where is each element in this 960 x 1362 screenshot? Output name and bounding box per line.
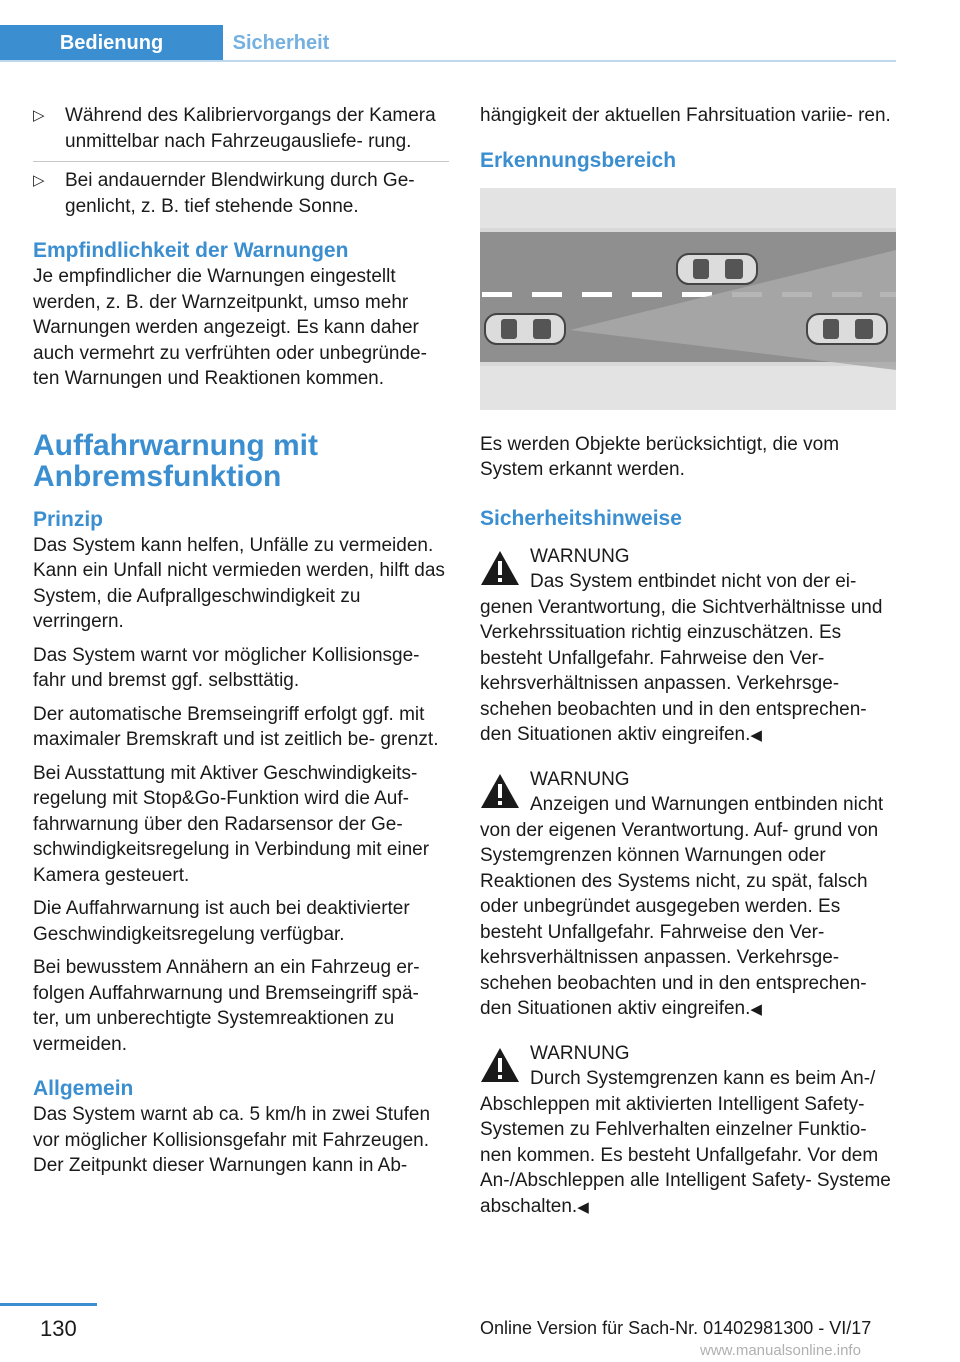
end-mark-icon: ◀: [577, 1198, 589, 1216]
bullet-text: Während des Kalibriervorgangs der Kamera unmittelbar nach Fahrzeugausliefe- rung.: [65, 105, 436, 152]
watermark: www.manualsonline.info: [700, 1342, 861, 1359]
bullet-text: Bei andauernder Blendwirkung durch Ge- genlicht, z. B. tief stehende Sonne.: [65, 170, 415, 217]
warning-triangle-icon: [480, 773, 520, 809]
warning-body: [480, 1066, 896, 1220]
sensitivity-text: Je empfindlicher die Warnungen eingestellt werden, z. B. der Warnzeitpunkt, umso mehr Warnungen werden angezeigt. Es kann daher auch vermehrt zu verfrühten oder unbegründe- ten Warnungen und Reaktionen kommen.: [33, 266, 427, 389]
end-mark-icon: ◀: [750, 727, 762, 744]
warning-title: WARNUNG: [530, 545, 630, 567]
principle-paragraph: Die Auffahrwarnung ist auch bei deaktivierter Geschwindigkeitsregelung verfügbar.: [33, 898, 410, 945]
page-number-rule: [0, 1303, 97, 1306]
header-rule: [0, 60, 896, 62]
car-front-middle: [677, 254, 757, 284]
detection-heading: Erkennungsbereich: [480, 148, 677, 172]
warning-body: [480, 792, 896, 1023]
car-right: [807, 314, 887, 344]
principle-paragraph: Der automatische Bremseingriff erfolgt ggf. mit maximaler Bremskraft und ist zeitlich be- grenzt.: [33, 703, 439, 750]
tab-bedienung[interactable]: Bedienung: [0, 25, 223, 61]
triangle-bullet-icon: ▷: [33, 172, 45, 189]
warning-text: Das System entbindet nicht von der ei- genen Verantwortung, die Sichtverhältnisse und Verkehrssituation richtig einzuschätzen. Es besteht Unfallgefahr. Fahrweise den Ver- kehrsverhältnissen anpassen. Verkehrsge- schehen beobachten und in den entsprechen- den Situationen aktiv eingreifen.: [480, 571, 883, 745]
main-heading-line2: Anbremsfunktion: [33, 459, 282, 493]
right-column: [480, 103, 896, 1238]
tab-sicherheit[interactable]: Sicherheit: [232, 32, 330, 54]
safety-heading: Sicherheitshinweise: [480, 506, 682, 530]
general-text: Das System warnt ab ca. 5 km/h in zwei Stufen vor möglicher Kollisionsgefahr mit Fahrzeugen. Der Zeitpunkt dieser Warnungen kann in Ab-: [33, 1104, 431, 1176]
bullet-item: [33, 168, 449, 219]
principle-paragraph: Das System kann helfen, Unfälle zu vermeiden. Kann ein Unfall nicht vermieden werden, hilft das System, die Aufprallgeschwindigkeit zu verringern.: [33, 534, 445, 632]
sensitivity-heading: Empfindlichkeit der Warnungen: [33, 239, 349, 262]
warning-text: Anzeigen und Warnungen entbinden nicht von der eigenen Verantwortung. Auf- grund von Systemgrenzen können Warnungen oder Reaktionen des Systems nicht, zu spät, falsch oder unbegründet ausgegeben werden. Es besteht Unfallgefahr. Fahrweise den Ver- kehrsverhältnissen anpassen. Verkehrsge- schehen beobachten und in den entsprechen- den Situationen aktiv eingreifen.: [480, 794, 884, 1019]
chapter-tabs: [0, 25, 896, 61]
left-column: [33, 103, 449, 1187]
main-heading-line1: Auffahrwarnung mit: [33, 428, 318, 462]
warning-block: [480, 544, 896, 749]
general-heading: Allgemein: [33, 1077, 134, 1100]
warning-block: [480, 767, 896, 1023]
warning-title: WARNUNG: [530, 1042, 630, 1064]
warning-triangle-icon: [480, 1047, 520, 1083]
warning-body: [480, 569, 896, 749]
principle-paragraph: Bei Ausstattung mit Aktiver Geschwindigkeits- regelung mit Stop&Go-Funktion wird die Auf- fahrwarnung über den Radarsensor der Ge- schwindigkeitsregelung in Verbindung mit einer Kamera gesteuert.: [33, 762, 430, 886]
triangle-bullet-icon: ▷: [33, 107, 45, 124]
end-mark-icon: ◀: [750, 1001, 762, 1018]
continuation-text: hängigkeit der aktuellen Fahrsituation variie- ren.: [480, 105, 891, 126]
warning-text: Durch Systemgrenzen kann es beim An-/ Abschleppen mit aktivierten Intelligent Safety- Systemen zu Fehlverhalten einzelner Funktio- nen kommen. Es besteht Unfallgefahr. Vor dem An-/Abschleppen alle Intelligent Safety- Systeme abschalten.: [480, 1068, 891, 1217]
detection-range-illustration: [480, 188, 896, 410]
principle-paragraph: Bei bewusstem Annähern an ein Fahrzeug er- folgen Auffahrwarnung und Bremseingriff spä- ter, um unberechtigte Systemreaktionen zu vermeiden.: [33, 957, 420, 1055]
warning-title: WARNUNG: [530, 768, 630, 790]
warning-block: [480, 1041, 896, 1221]
principle-heading: Prinzip: [33, 507, 104, 531]
online-version-footer: Online Version für Sach-Nr. 01402981300 - VI/17: [480, 1318, 872, 1338]
page-number: 130: [40, 1316, 77, 1341]
principle-paragraph: Das System warnt vor möglicher Kollisionsge- fahr und bremst ggf. selbsttätig.: [33, 644, 420, 691]
road-diagram: [480, 188, 896, 410]
bullet-item: [33, 103, 449, 154]
bullet-divider: [33, 161, 449, 162]
detection-text: Es werden Objekte berücksichtigt, die vom System erkannt werden.: [480, 433, 840, 480]
warning-triangle-icon: [480, 550, 520, 586]
car-left: [485, 314, 565, 344]
